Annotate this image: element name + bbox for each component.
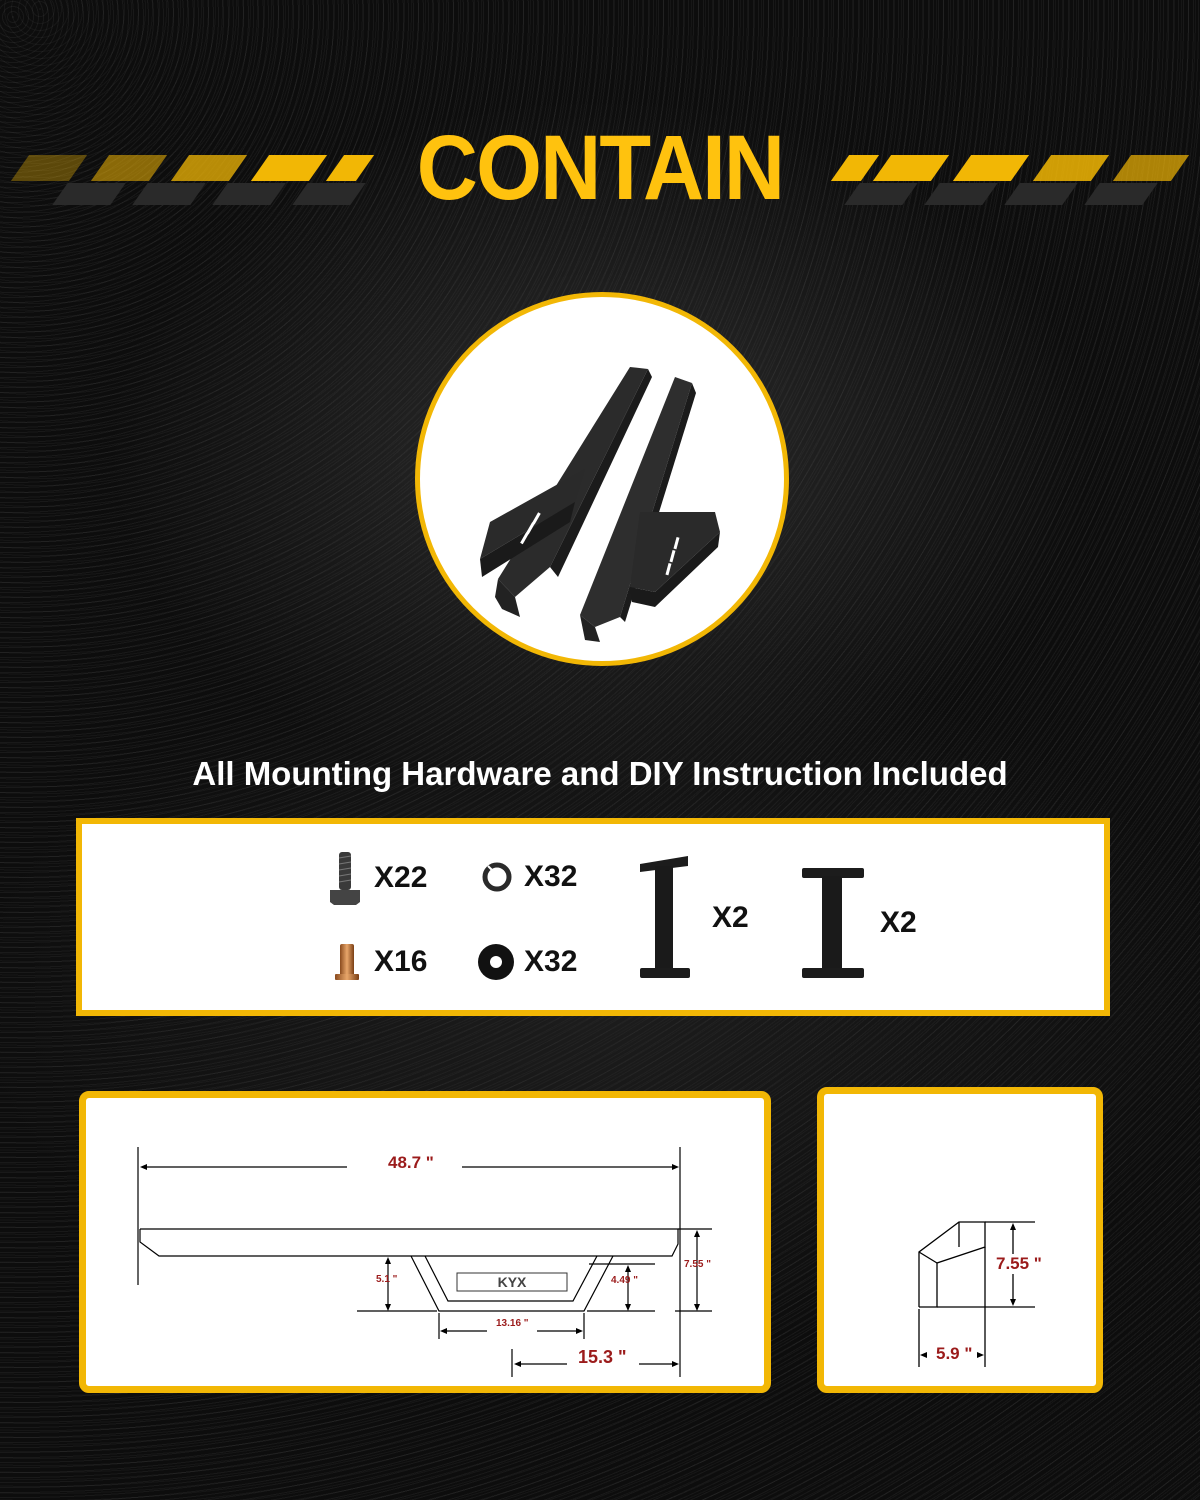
lock-washer-quantity: X32 xyxy=(524,860,578,893)
dim-end-height: 7.55 " xyxy=(996,1254,1042,1273)
bolt-icon xyxy=(328,850,362,906)
hardware-item-angled-bracket xyxy=(638,854,749,982)
angled-bracket-icon xyxy=(638,854,694,982)
end-view-drawing xyxy=(824,1094,1096,1386)
hardware-item-straight-bracket xyxy=(800,866,917,980)
rivet-nut-icon xyxy=(332,942,362,982)
lock-washer-icon xyxy=(480,860,514,894)
dim-step-height: 4.49 " xyxy=(611,1275,638,1286)
side-view-diagram xyxy=(79,1091,771,1393)
hardware-subtitle: All Mounting Hardware and DIY Instruction Included xyxy=(192,755,1008,792)
product-image xyxy=(415,292,789,666)
dim-end-width: 5.9 " xyxy=(936,1344,973,1363)
hardware-item-rivet-nut xyxy=(332,942,427,982)
side-view-drawing xyxy=(86,1098,764,1386)
flat-washer-quantity: X32 xyxy=(524,945,578,978)
hardware-panel xyxy=(76,818,1110,1016)
flat-washer-icon xyxy=(476,942,516,982)
kyx-logo: KYX xyxy=(497,1274,527,1290)
hardware-item-bolt xyxy=(328,850,427,906)
dim-overall-length: 48.7 " xyxy=(388,1153,434,1172)
hardware-item-lock-washer xyxy=(480,860,577,894)
end-view-diagram xyxy=(817,1087,1103,1393)
straight-bracket-icon xyxy=(800,866,866,980)
straight-bracket-quantity: X2 xyxy=(880,906,917,939)
dim-total-height: 7.55 " xyxy=(684,1259,711,1270)
dim-step-drop: 5.1 " xyxy=(376,1274,398,1285)
angled-bracket-quantity: X2 xyxy=(712,901,749,934)
hardware-item-flat-washer xyxy=(476,942,577,982)
page-title: CONTAIN xyxy=(416,117,784,219)
dim-step-offset: 15.3 " xyxy=(578,1347,627,1367)
dim-step-width: 13.16 " xyxy=(496,1318,529,1329)
bolt-quantity: X22 xyxy=(374,861,428,894)
running-boards-illustration xyxy=(420,297,784,661)
rivet-nut-quantity: X16 xyxy=(374,945,428,978)
